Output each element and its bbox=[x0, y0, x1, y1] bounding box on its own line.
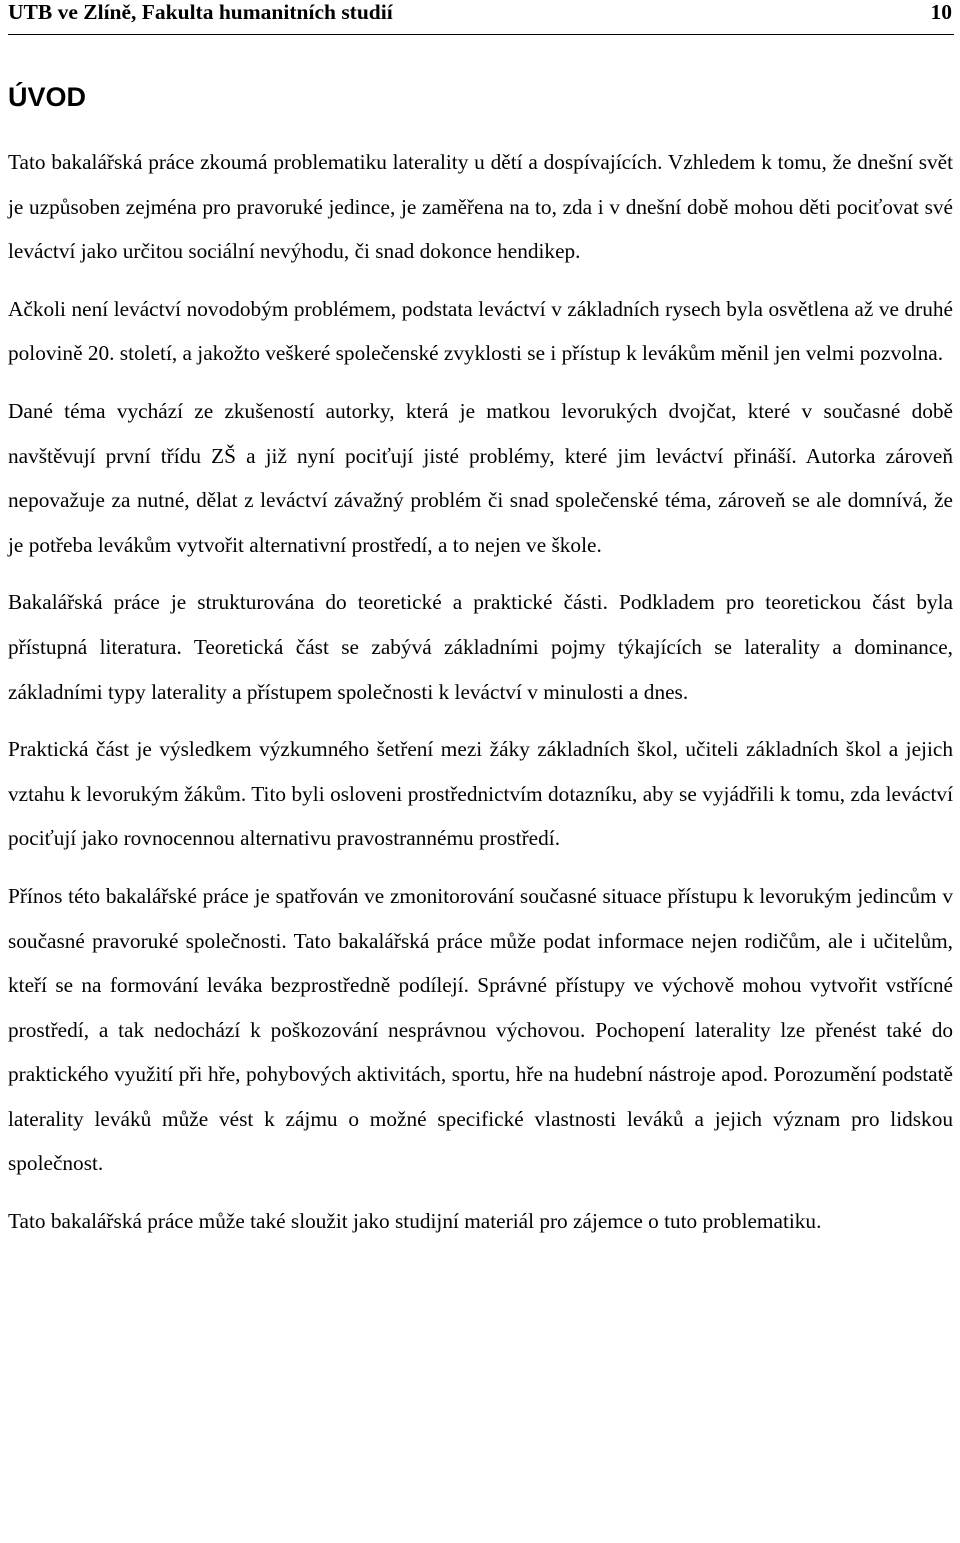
paragraph: Tato bakalářská práce může také sloužit jako studijní materiál pro zájemce o tuto problematiku. bbox=[8, 1209, 822, 1234]
page-number: 10 bbox=[930, 0, 952, 24]
header-institution: UTB ve Zlíně, Fakulta humanitních studií bbox=[8, 0, 393, 24]
paragraph: Přínos této bakalářské práce je spatřován ve zmonitorování současné situace přístupu k levorukým jedincům v současné pravoruké společnosti. Tato bakalářská práce může podat informace nejen rodičům, ale i učitelům, kteří se na formování leváka bezprostředně podílejí. Správné přístupy ve výchově mohou vytvořit vstřícné prostředí, a tak nedochází k poškozování nesprávnou výchovou. Pochopení laterality lze přenést také do praktického využití při hře, pohybových aktivitách, sportu, hře na hudební nástroje apod. Porozumění podstatě laterality leváků může vést k zájmu o možné specifické vlastnosti leváků a jejich význam pro lidskou společnost. bbox=[8, 883, 953, 1176]
chapter-title: ÚVOD bbox=[8, 82, 87, 112]
paragraph: Bakalářská práce je strukturována do teoretické a praktické části. Podkladem pro teoretickou část byla přístupná literatura. Teoretická část se zabývá základními pojmy týkajících se laterality a dominance, základními typy laterality a přístupem společnosti k leváctví v minulosti a dnes. bbox=[8, 590, 953, 704]
paragraph: Tato bakalářská práce zkoumá problematiku laterality u dětí a dospívajících. Vzhledem k tomu, že dnešní svět je uzpůsoben zejména pro pravoruké jedince, je zaměřena na to, zda i v dnešní době mohou děti pociťovat své leváctví jako určitou sociální nevýhodu, či snad dokonce hendikep. bbox=[8, 150, 953, 264]
body-text bbox=[8, 140, 953, 1244]
paragraph: Ačkoli není leváctví novodobým problémem, podstata leváctví v základních rysech byla osvětlena až ve druhé polovině 20. století, a jakožto veškeré společenské zvyklosti se i přístup k levákům měnil jen velmi pozvolna. bbox=[8, 296, 953, 366]
page-header bbox=[8, 0, 952, 30]
paragraph: Praktická část je výsledkem výzkumného šetření mezi žáky základních škol, učiteli základních škol a jejich vztahu k levorukým žákům. Tito byli osloveni prostřednictvím dotazníku, aby se vyjádřili k tomu, zda leváctví pociťují jako rovnocennou alternativu pravostrannému prostředí. bbox=[8, 737, 953, 851]
header-divider bbox=[8, 34, 954, 35]
paragraph: Dané téma vychází ze zkušeností autorky, která je matkou levorukých dvojčat, které v současné době navštěvují první třídu ZŠ a již nyní pociťují jisté problémy, které jim leváctví přináší. Autorka zároveň nepovažuje za nutné, dělat z leváctví závažný problém či snad společenské téma, zároveň se ale domnívá, že je potřeba levákům vytvořit alternativní prostředí, a to nejen ve škole. bbox=[8, 398, 953, 557]
